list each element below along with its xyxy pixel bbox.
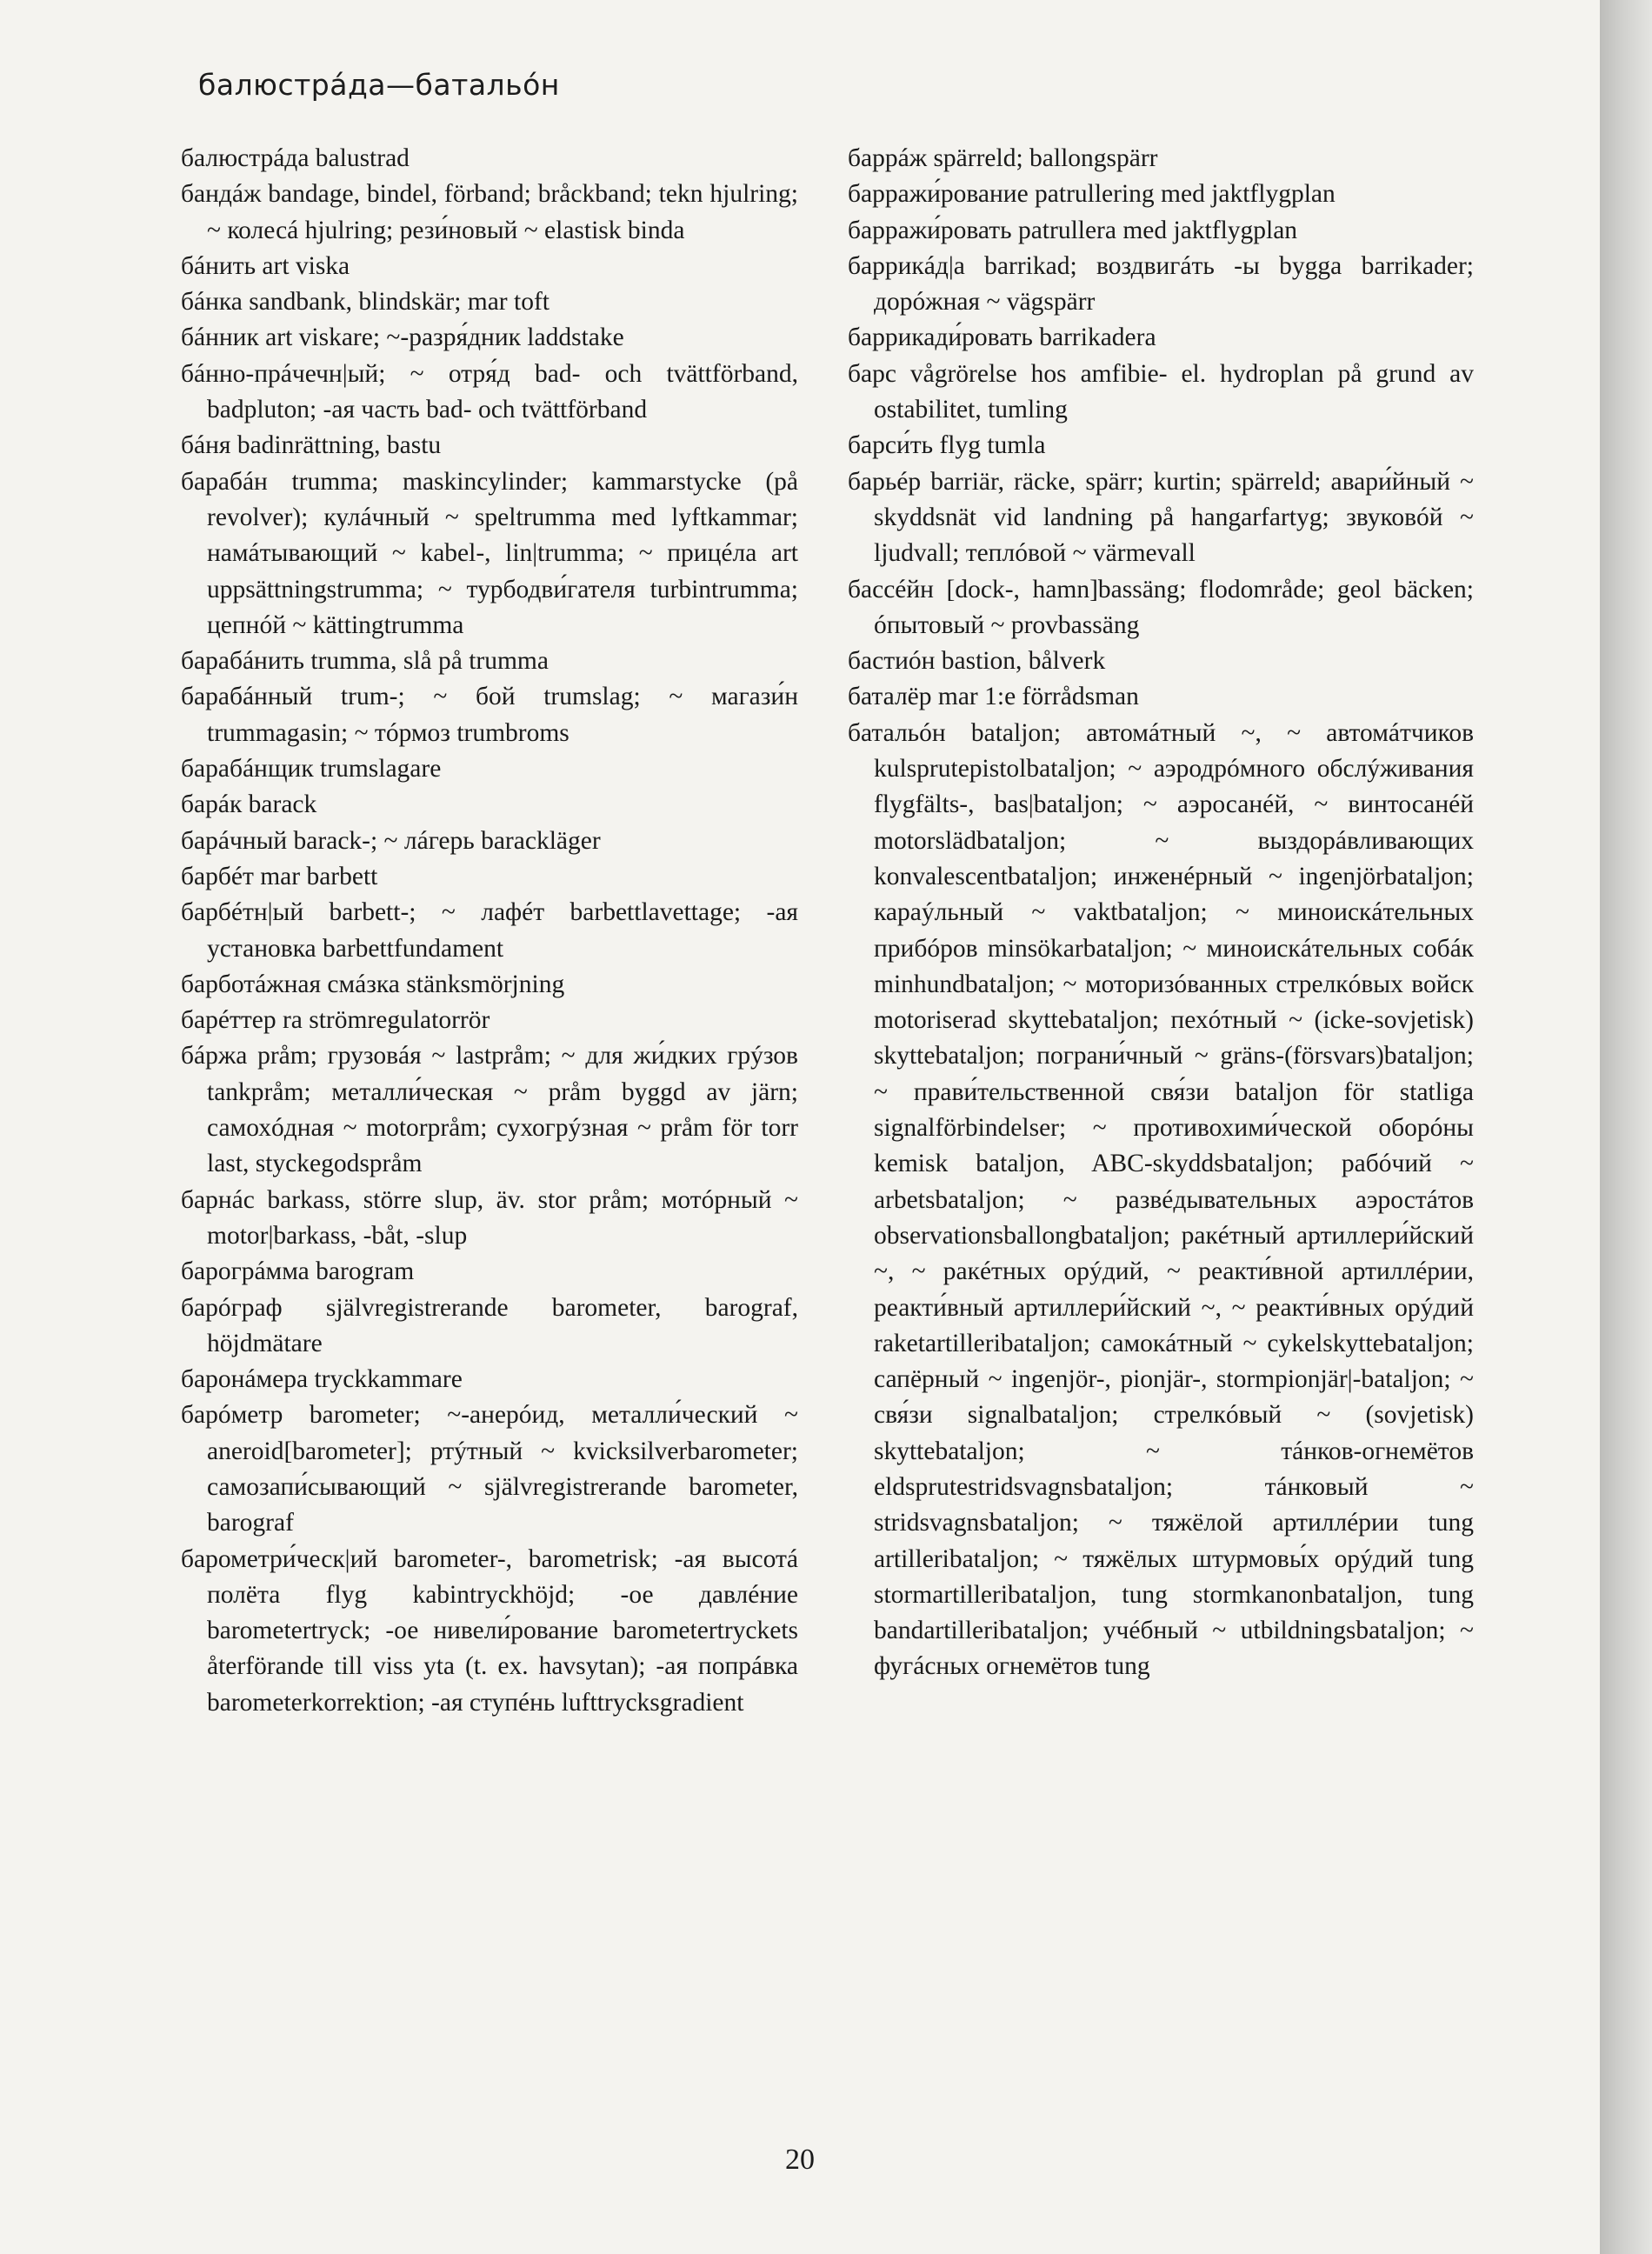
left-column	[181, 141, 798, 1721]
dictionary-entry: бассéйн [dock-, hamn]bassäng; flodområde; geol bäcken; óпытовый ~ provbassäng	[848, 575, 1474, 639]
dictionary-entry: барóметр barometer; ~-анерóид, металли́ческий ~ aneroid[barometer]; ртýтный ~ kvicksilverbarometer; самозапи́сывающий ~ självregistrerande barometer, barograf	[181, 1401, 798, 1537]
dictionary-entry: батальóн bataljon; автомáтный ~, ~ автомáтчиков kulsprutepistolbataljon; ~ аэродрóмного обслýживания flygfälts-, bas|bataljon; ~ аэросанéй, ~ винтосанéй motorslädbataljon; ~ выздорáвливающих konvalescentbataljon; инженéрный ~ ingenjörbataljon; караýльный ~ vaktbataljon; ~ миноискáтельных прибóров minsökarbataljon; ~ миноискáтельных собáк minhundbataljon; ~ моторизóванных стрелкóвых войск motoriserad skyttebataljon; пехóтный ~ (icke-sovjetisk) skyttebataljon; пограни́чный ~ gräns-(försvars)bataljon; ~ прави́тельственной свя́зи bataljon för statliga signalförbindelser; ~ противохими́ческой оборóны kemisk bataljon, ABC-skyddsbataljon; рабóчий ~ arbetsbataljon; ~ развéдывательных аэростáтов observationsballongbataljon; ракéтный артиллери́йский ~, ~ ракéтных орýдий, ~ реакти́вной артиллéрии, реакти́вный артиллери́йский ~, ~ реакти́вных орýдий raketartilleribataljon; самокáтный ~ cykelskyttebataljon; сапёрный ~ ingenjör-, pionjär-, stormpionjär|-bataljon; ~ свя́зи signalbataljon; стрелкóвый ~ (sovjetisk) skyttebataljon; ~ тáнков-огнемётов eldsprutestridsvagnsbataljon; тáнковый ~ stridsvagnsbataljon; ~ тяжёлой артиллéрии tung artilleribataljon; ~ тяжёлых штурмовы́х орýдий tung stormartilleribataljon, tung stormkanonbataljon, tung bandartilleribataljon; учéбный ~ utbildningsbataljon; ~ фугáсных огнемётов tung	[848, 718, 1474, 1681]
dictionary-entry: баррикади́ровать barrikadera	[848, 323, 1156, 352]
dictionary-entry: барогрáмма barogram	[181, 1257, 415, 1286]
dictionary-entry: бáня badinrättning, bastu	[181, 431, 442, 460]
dictionary-entry: барнáс barkass, större slup, äv. stor pråm; мотóрный ~ motor|barkass, -båt, -slup	[181, 1185, 798, 1250]
dictionary-entry: барóграф självregistrerande barometer, barograf, höjdmätare	[181, 1293, 798, 1357]
dictionary-entry: баррáж spärreld; ballongspärr	[848, 144, 1158, 172]
dictionary-entry: бастиóн bastion, bålverk	[848, 647, 1106, 676]
dictionary-entry: бандáж bandage, bindel, förband; bråckband; tekn hjulring; ~ колесá hjulring; рези́новый ~ elastisk binda	[181, 180, 798, 244]
dictionary-entry: барабáнить trumma, slå på trumma	[181, 647, 549, 676]
dictionary-entry: баталёр mar 1:e förrådsman	[848, 683, 1139, 711]
dictionary-entry: барбéтн|ый barbett-; ~ лафéт barbettlavettage; -ая установка barbettfundament	[181, 898, 798, 963]
dictionary-entry: барбéт mar barbett	[181, 862, 378, 890]
dictionary-entry: барс vågrörelse hos amfibie- el. hydroplan på grund av ostabilitet, tumling	[848, 359, 1474, 424]
dictionary-entry: бáнка sandbank, blindskär; mar toft	[181, 288, 550, 317]
dictionary-entry: баррaжи́рование patrullering med jaktflygplan	[848, 180, 1336, 209]
dictionary-entry: барботáжная смáзка stänksmörjning	[181, 970, 565, 998]
dictionary-entry: барéттер ra strömregulatorrör	[181, 1006, 490, 1035]
dictionary-entry: барабáнный trum-; ~ бой trumslag; ~ магази́н trummagasin; ~ тóрмоз trumbroms	[181, 683, 798, 747]
dictionary-entry: балюстрáда balustrad	[181, 144, 410, 172]
dictionary-entry: бáнно-прáчечн|ый; ~ отря́д bad- och tvättförband, badpluton; -ая часть bad- och tvättförband	[181, 359, 798, 424]
dictionary-entry: бáнить art viska	[181, 251, 350, 280]
dictionary-entry: барáк barack	[181, 790, 317, 819]
dictionary-entry: барси́ть flyg tumla	[848, 431, 1046, 460]
dictionary-entry: бáржа pråm; грузовáя ~ lastpråm; ~ для жи́дких грýзов tankpråm; металли́ческая ~ pråm byggd av järn; самохóдная ~ motorpråm; сухогрýзная ~ pråm för torr last, styckegodspråm	[181, 1042, 798, 1178]
page-number: 20	[785, 2144, 815, 2176]
dictionary-entry: барабáн trumma; maskincylinder; kammarstycke (på revolver); кулáчный ~ speltrumma med lyftkammar; намáтывающий ~ kabel-, lin|trumma; ~ прицéла art uppsättningstrumma; ~ турбодви́гателя turbintrumma; цепнóй ~ kättingtrumma	[181, 467, 798, 639]
running-head: балюстрáда—батальóн	[198, 68, 560, 102]
dictionary-entry: барабáнщик trumslagare	[181, 755, 442, 784]
dictionary-entry: баррикáд|а barrikad; воздвигáть -ы bygga barrikader; дорóжная ~ vägspärr	[848, 251, 1474, 317]
dictionary-entry: баронáмера tryckkammare	[181, 1365, 463, 1394]
dictionary-entry: барáчный barack-; ~ лáгерь barackläger	[181, 826, 601, 855]
dictionary-entry: барьéр barriär, räcke, spärr; kurtin; spärreld; авари́йный ~ skyddsnät vid landning på hangarfartyg; звуковóй ~ ljudvall; теплóвой ~ värmevall	[848, 467, 1474, 568]
dictionary-entry: бáнник art viskare; ~-разря́дник laddstake	[181, 323, 624, 352]
dictionary-entry: барометри́ческ|ий barometer-, barometrisk; -ая высотá полёта flyg kabintryckhöjd; -ое давлéние barometertryck; -ое нивели́рование barometertryckets återförande till viss yta (t. ex. havsytan); -ая попрáвка barometerkorrektion; -ая ступéнь lufttrycksgradient	[181, 1544, 798, 1717]
right-column	[848, 141, 1474, 1685]
page-edge	[1600, 0, 1652, 2254]
dictionary-entry: барражи́ровать patrullera med jaktflygplan	[848, 216, 1298, 244]
